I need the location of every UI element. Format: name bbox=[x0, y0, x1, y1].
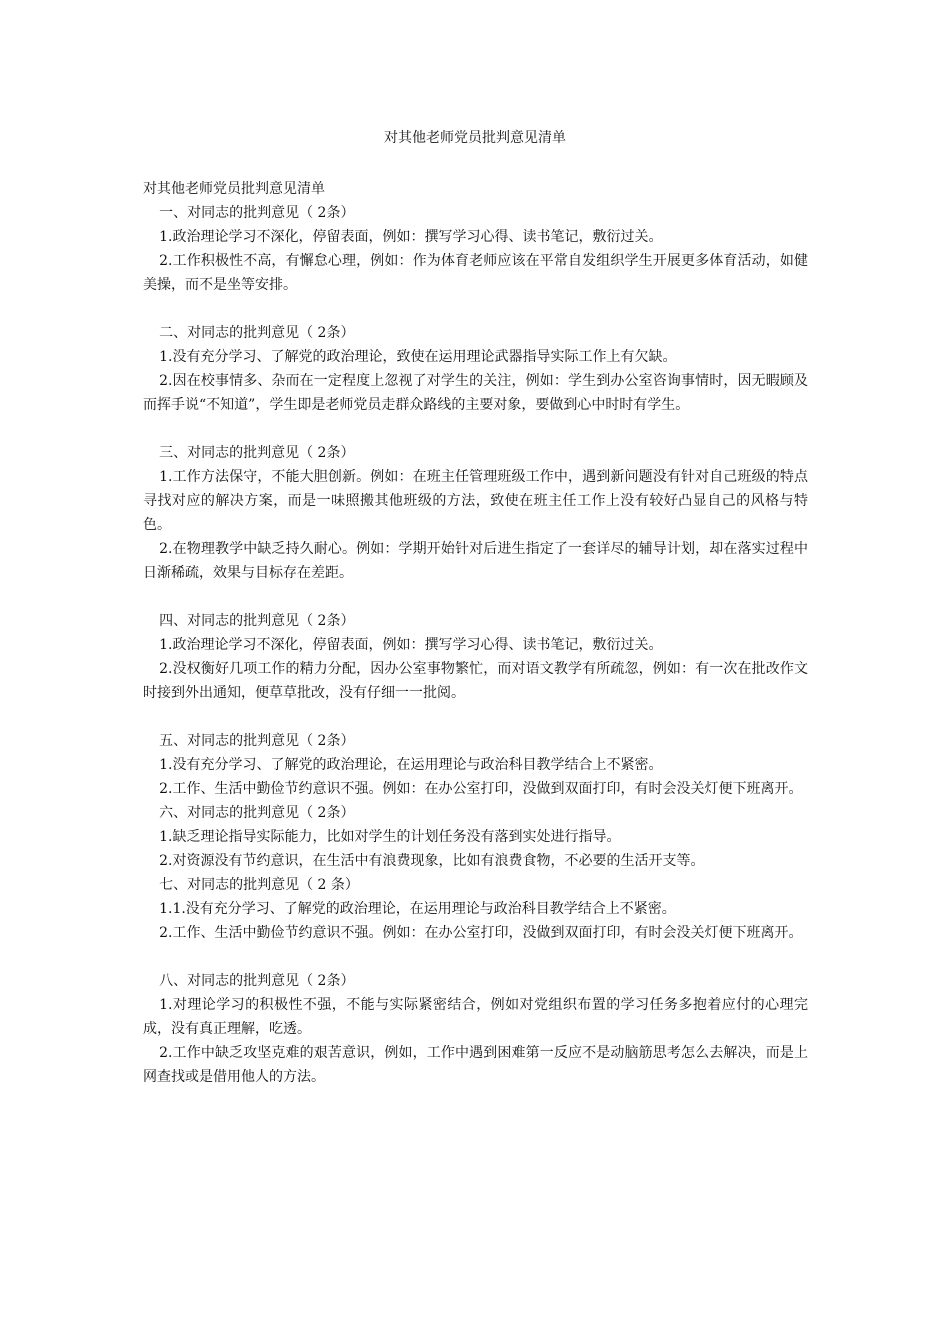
section-7 bbox=[143, 873, 808, 945]
section-item: 2.工作积极性不高，有懈怠心理，例如：作为体育老师应该在平常自发组织学生开展更多体育活动，如健美操，而不是坐等安排。 bbox=[143, 253, 808, 293]
section-5 bbox=[143, 729, 808, 801]
section-2 bbox=[143, 321, 808, 417]
section-item: 1.政治理论学习不深化，停留表面，例如：撰写学习心得、读书笔记，敷衍过关。 bbox=[159, 229, 663, 245]
section-item: 2.工作中缺乏攻坚克难的艰苦意识，例如，工作中遇到困难第一反应不是动脑筋思考怎么去解决，而是上网查找或是借用他人的方法。 bbox=[143, 1045, 808, 1085]
section-item: 2.工作、生活中勤俭节约意识不强。例如：在办公室打印，没做到双面打印，有时会没关灯便下班离开。 bbox=[159, 925, 803, 941]
page-title: 对其他老师党员批判意见清单 bbox=[384, 130, 566, 146]
section-3 bbox=[143, 441, 808, 585]
section-item: 1.缺乏理论指导实际能力，比如对学生的计划任务没有落到实处进行指导。 bbox=[159, 829, 621, 845]
section-heading: 三、对同志的批判意见（ 2条） bbox=[159, 445, 355, 461]
section-heading: 八、对同志的批判意见（ 2条） bbox=[159, 973, 355, 989]
section-heading: 五、对同志的批判意见（ 2条） bbox=[159, 733, 355, 749]
section-heading: 二、对同志的批判意见（ 2条） bbox=[159, 325, 355, 341]
section-item: 2.没权衡好几项工作的精力分配，因办公室事物繁忙，而对语文教学有所疏忽，例如：有一次在批改作文时接到外出通知，便草草批改，没有仔细一一批阅。 bbox=[143, 661, 808, 701]
section-item: 2.在物理教学中缺乏持久耐心。例如：学期开始针对后进生指定了一套详尽的辅导计划，却在落实过程中日渐稀疏，效果与目标存在差距。 bbox=[143, 541, 808, 581]
section-item: 1.对理论学习的积极性不强，不能与实际紧密结合，例如对党组织布置的学习任务多抱着应付的心理完成，没有真正理解，吃透。 bbox=[143, 997, 808, 1037]
section-item: 2.工作、生活中勤俭节约意识不强。例如：在办公室打印，没做到双面打印，有时会没关灯便下班离开。 bbox=[159, 781, 803, 797]
section-1 bbox=[143, 201, 808, 297]
section-item: 1.1.没有充分学习、了解党的政治理论，在运用理论与政治科目教学结合上不紧密。 bbox=[159, 901, 676, 917]
section-6 bbox=[143, 801, 808, 873]
section-heading: 一、对同志的批判意见（ 2条） bbox=[159, 205, 355, 221]
section-4 bbox=[143, 609, 808, 705]
section-8 bbox=[143, 969, 808, 1089]
document-subtitle: 对其他老师党员批判意见清单 bbox=[143, 181, 325, 197]
section-item: 2.对资源没有节约意识，在生活中有浪费现象，比如有浪费食物，不必要的生活开支等。 bbox=[159, 853, 705, 869]
section-heading: 七、对同志的批判意见（ 2 条） bbox=[159, 877, 359, 893]
section-heading: 四、对同志的批判意见（ 2条） bbox=[159, 613, 355, 629]
section-item: 1.工作方法保守，不能大胆创新。例如：在班主任管理班级工作中，遇到新问题没有针对自己班级的特点寻找对应的解决方案，而是一味照搬其他班级的方法，致使在班主任工作上没有较好凸显自己的风格与特色。 bbox=[143, 469, 808, 533]
document-body bbox=[143, 177, 808, 1089]
section-item: 2.因在校事情多、杂而在一定程度上忽视了对学生的关注，例如：学生到办公室咨询事情时，因无暇顾及而挥手说“不知道”，学生即是老师党员走群众路线的主要对象，要做到心中时时有学生。 bbox=[143, 373, 808, 413]
section-item: 1.没有充分学习、了解党的政治理论，致使在运用理论武器指导实际工作上有欠缺。 bbox=[159, 349, 677, 365]
section-item: 1.政治理论学习不深化，停留表面，例如：撰写学习心得、读书笔记，敷衍过关。 bbox=[159, 637, 663, 653]
section-heading: 六、对同志的批判意见（ 2条） bbox=[159, 805, 355, 821]
section-item: 1.没有充分学习、了解党的政治理论，在运用理论与政治科目教学结合上不紧密。 bbox=[159, 757, 663, 773]
